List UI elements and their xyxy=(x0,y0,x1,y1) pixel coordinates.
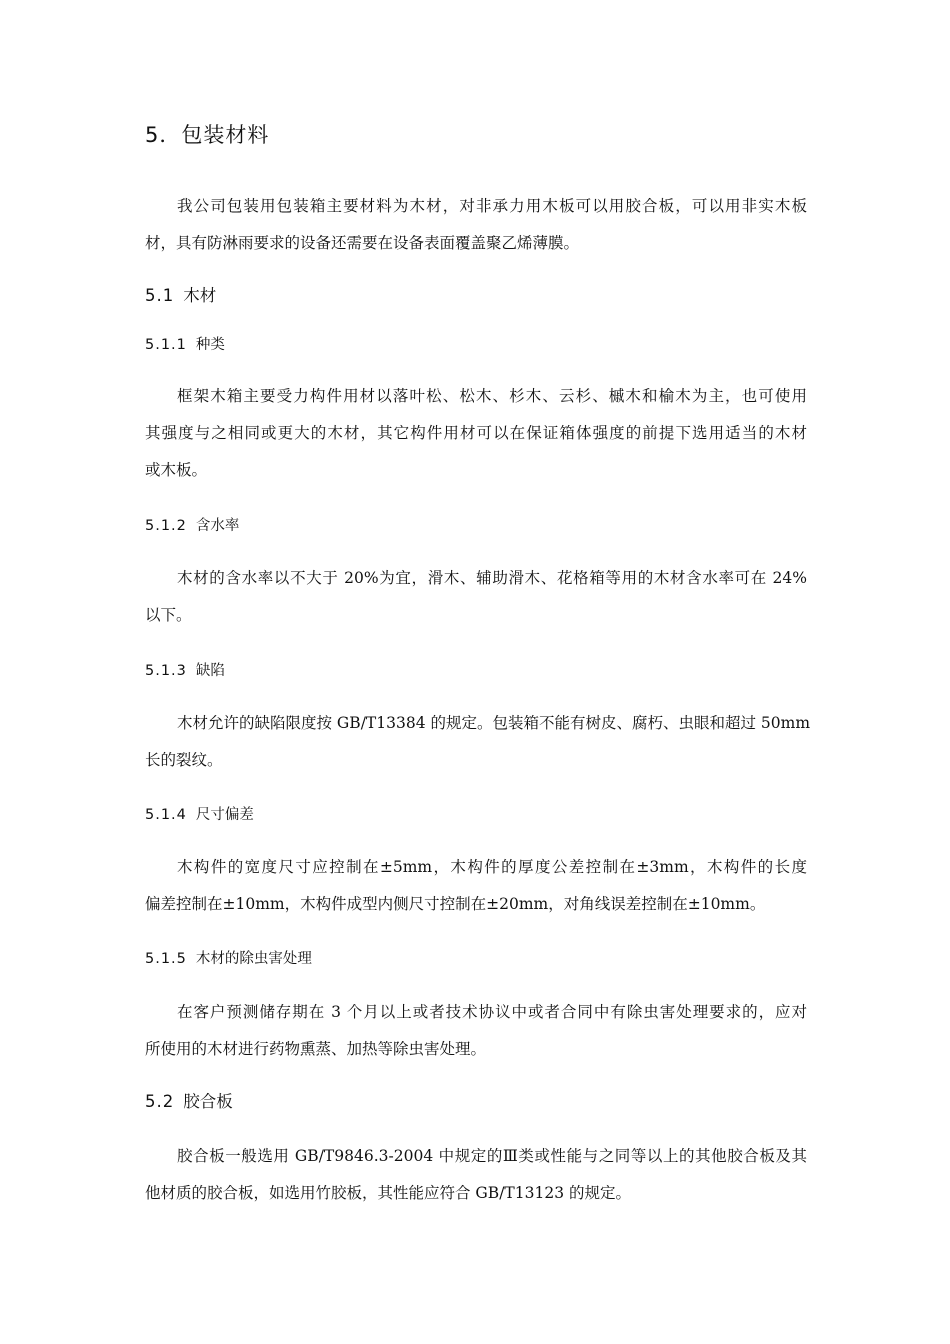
section-5-1-1-heading xyxy=(145,333,225,357)
section-title: 种类 xyxy=(195,337,225,353)
paragraph-line: 以下。 xyxy=(145,606,192,624)
paragraph-line: 其强度与之相同或更大的木材，其它构件用材可以在保证箱体强度的前提下选用适当的木材 xyxy=(145,424,807,442)
section-title: 木材的除虫害处理 xyxy=(195,951,312,967)
intro-paragraph xyxy=(145,188,807,262)
paragraph-line: 框架木箱主要受力构件用材以落叶松、松木、杉木、云杉、槭木和榆木为主，也可使用 xyxy=(177,387,807,405)
paragraph-line: 所使用的木材进行药物熏蒸、加热等除虫害处理。 xyxy=(145,1040,487,1058)
paragraph-line: 木材的含水率以不大于 20%为宜，滑木、辅助滑木、花格箱等用的木材含水率可在 24% xyxy=(177,569,807,587)
section-5-1-5-paragraph xyxy=(145,994,807,1068)
section-5-1-3-heading xyxy=(145,659,225,683)
paragraph-line: 木构件的宽度尺寸应控制在±5mm，木构件的厚度公差控制在±3mm，木构件的长度 xyxy=(177,858,807,876)
section-5-1-4-heading xyxy=(145,803,254,827)
paragraph-line: 他材质的胶合板，如选用竹胶板，其性能应符合 GB/T13123 的规定。 xyxy=(145,1184,631,1202)
section-title: 尺寸偏差 xyxy=(195,807,254,823)
section-number: 5.1.4 xyxy=(145,807,187,823)
section-number: 5.1.1 xyxy=(145,337,187,353)
section-5-1-2-heading xyxy=(145,514,239,538)
paragraph-line: 材，具有防淋雨要求的设备还需要在设备表面覆盖聚乙烯薄膜。 xyxy=(145,234,580,252)
paragraph-line: 在客户预测储存期在 3 个月以上或者技术协议中或者合同中有除虫害处理要求的，应对 xyxy=(177,1003,807,1021)
section-number: 5.1.2 xyxy=(145,518,187,534)
paragraph-line: 我公司包装用包装箱主要材料为木材，对非承力用木板可以用胶合板，可以用非实木板 xyxy=(177,197,807,215)
paragraph-line: 或木板。 xyxy=(145,461,208,479)
paragraph-line: 偏差控制在±10mm，木构件成型内侧尺寸控制在±20mm，对角线误差控制在±10mm。 xyxy=(145,895,766,913)
section-title: 木材 xyxy=(183,286,217,305)
section-5-1-5-heading xyxy=(145,947,312,971)
section-title: 胶合板 xyxy=(183,1092,233,1111)
section-5-title: 5．包装材料 xyxy=(145,123,270,147)
paragraph-line: 长的裂纹。 xyxy=(145,751,223,769)
section-number: 5.1.3 xyxy=(145,663,187,679)
section-5-1-3-paragraph xyxy=(145,705,811,779)
paragraph-line: 胶合板一般选用 GB/T9846.3-2004 中规定的Ⅲ类或性能与之同等以上的其他胶合板及其 xyxy=(177,1147,807,1165)
section-title: 含水率 xyxy=(195,518,240,534)
section-number: 5.1 xyxy=(145,286,175,305)
section-number: 5.2 xyxy=(145,1092,175,1111)
section-5-1-2-paragraph xyxy=(145,560,807,634)
section-5-1-1-paragraph xyxy=(145,378,807,489)
paragraph-line: 木材允许的缺陷限度按 GB/T13384 的规定。包装箱不能有树皮、腐朽、虫眼和超过 50mm xyxy=(177,714,811,732)
section-title: 缺陷 xyxy=(195,663,225,679)
section-5-1-4-paragraph xyxy=(145,849,807,923)
section-5-2-heading xyxy=(145,1089,233,1115)
section-5-2-paragraph xyxy=(145,1138,807,1212)
section-number: 5.1.5 xyxy=(145,951,187,967)
section-5-1-heading xyxy=(145,283,216,309)
